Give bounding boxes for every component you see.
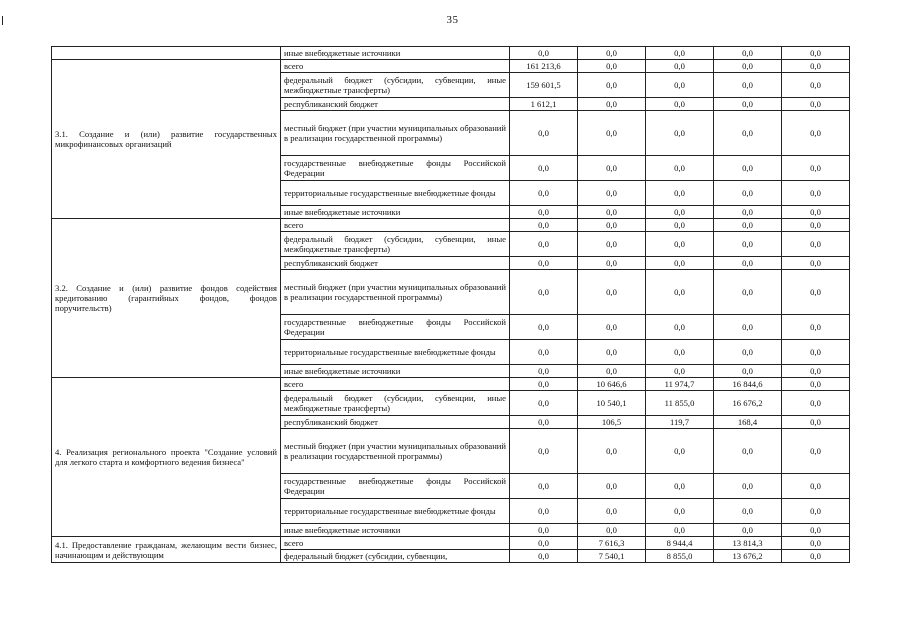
amount-cell: 0,0 xyxy=(510,111,578,156)
amount-cell: 0,0 xyxy=(782,365,850,378)
amount-cell: 0,0 xyxy=(646,257,714,270)
amount-cell: 11 855,0 xyxy=(646,391,714,416)
amount-cell: 0,0 xyxy=(782,60,850,73)
funding-table xyxy=(51,46,850,563)
amount-cell: 0,0 xyxy=(714,315,782,340)
amount-cell: 0,0 xyxy=(714,111,782,156)
amount-cell: 0,0 xyxy=(510,47,578,60)
amount-cell: 0,0 xyxy=(578,47,646,60)
amount-cell: 0,0 xyxy=(646,429,714,474)
amount-cell: 0,0 xyxy=(510,340,578,365)
amount-cell: 0,0 xyxy=(714,365,782,378)
amount-cell: 0,0 xyxy=(510,524,578,537)
amount-cell: 0,0 xyxy=(646,219,714,232)
funding-source-cell: государственные внебюджетные фонды Российской Федерации xyxy=(281,315,510,340)
program-item-cell: 4. Реализация регионального проекта "Создание условий для легкого старта и комфортного ведения бизнеса" xyxy=(52,378,281,537)
amount-cell: 11 974,7 xyxy=(646,378,714,391)
amount-cell: 0,0 xyxy=(510,550,578,563)
amount-cell: 10 646,6 xyxy=(578,378,646,391)
amount-cell: 0,0 xyxy=(714,474,782,499)
amount-cell: 0,0 xyxy=(782,378,850,391)
amount-cell: 0,0 xyxy=(578,219,646,232)
funding-source-cell: республиканский бюджет xyxy=(281,416,510,429)
funding-source-cell: федеральный бюджет (субсидии, субвенции, иные межбюджетные трансферты) xyxy=(281,232,510,257)
funding-source-cell: местный бюджет (при участии муниципальных образований в реализации государственной программы) xyxy=(281,111,510,156)
amount-cell: 0,0 xyxy=(646,156,714,181)
amount-cell: 0,0 xyxy=(714,60,782,73)
amount-cell: 0,0 xyxy=(714,98,782,111)
amount-cell: 8 855,0 xyxy=(646,550,714,563)
funding-source-cell: федеральный бюджет (субсидии, субвенции, иные межбюджетные трансферты) xyxy=(281,391,510,416)
amount-cell: 0,0 xyxy=(510,378,578,391)
amount-cell: 0,0 xyxy=(714,219,782,232)
amount-cell: 168,4 xyxy=(714,416,782,429)
amount-cell: 0,0 xyxy=(646,270,714,315)
amount-cell: 0,0 xyxy=(578,181,646,206)
amount-cell: 0,0 xyxy=(782,537,850,550)
amount-cell: 0,0 xyxy=(714,429,782,474)
funding-source-cell: иные внебюджетные источники xyxy=(281,47,510,60)
program-item-cell: 3.1. Создание и (или) развитие государственных микрофинансовых организаций xyxy=(52,60,281,219)
amount-cell: 0,0 xyxy=(714,257,782,270)
amount-cell: 0,0 xyxy=(510,416,578,429)
amount-cell: 7 616,3 xyxy=(578,537,646,550)
amount-cell: 0,0 xyxy=(510,429,578,474)
funding-source-cell: территориальные государственные внебюджетные фонды xyxy=(281,499,510,524)
funding-source-cell: федеральный бюджет (субсидии, субвенции, иные межбюджетные трансферты) xyxy=(281,73,510,98)
amount-cell: 0,0 xyxy=(646,365,714,378)
funding-source-cell: республиканский бюджет xyxy=(281,98,510,111)
amount-cell: 0,0 xyxy=(510,257,578,270)
amount-cell: 0,0 xyxy=(782,98,850,111)
amount-cell: 0,0 xyxy=(578,524,646,537)
amount-cell: 0,0 xyxy=(578,340,646,365)
amount-cell: 0,0 xyxy=(782,219,850,232)
amount-cell: 0,0 xyxy=(782,181,850,206)
page-number: 35 xyxy=(446,14,459,26)
amount-cell: 0,0 xyxy=(782,270,850,315)
amount-cell: 0,0 xyxy=(510,181,578,206)
funding-source-cell: государственные внебюджетные фонды Российской Федерации xyxy=(281,474,510,499)
table-row xyxy=(52,60,850,73)
amount-cell: 0,0 xyxy=(782,340,850,365)
amount-cell: 0,0 xyxy=(782,474,850,499)
amount-cell: 0,0 xyxy=(714,270,782,315)
amount-cell: 0,0 xyxy=(578,156,646,181)
amount-cell: 0,0 xyxy=(578,98,646,111)
amount-cell: 0,0 xyxy=(782,47,850,60)
amount-cell: 0,0 xyxy=(714,232,782,257)
table-row xyxy=(52,378,850,391)
amount-cell: 0,0 xyxy=(510,499,578,524)
amount-cell: 0,0 xyxy=(578,232,646,257)
amount-cell: 0,0 xyxy=(578,315,646,340)
funding-source-cell: местный бюджет (при участии муниципальных образований в реализации государственной программы) xyxy=(281,429,510,474)
amount-cell: 0,0 xyxy=(646,181,714,206)
amount-cell: 0,0 xyxy=(646,60,714,73)
program-item-cell: 3.2. Создание и (или) развитие фондов содействия кредитованию (гарантийных фондов, фондов поручительств) xyxy=(52,219,281,378)
amount-cell: 0,0 xyxy=(714,156,782,181)
amount-cell: 0,0 xyxy=(782,232,850,257)
funding-source-cell: всего xyxy=(281,219,510,232)
amount-cell: 0,0 xyxy=(510,270,578,315)
amount-cell: 0,0 xyxy=(646,73,714,98)
amount-cell: 0,0 xyxy=(646,499,714,524)
amount-cell: 0,0 xyxy=(714,524,782,537)
amount-cell: 0,0 xyxy=(646,47,714,60)
amount-cell: 0,0 xyxy=(782,315,850,340)
amount-cell: 0,0 xyxy=(714,499,782,524)
funding-source-cell: всего xyxy=(281,537,510,550)
table-row xyxy=(52,47,850,60)
amount-cell: 0,0 xyxy=(782,416,850,429)
amount-cell: 0,0 xyxy=(578,499,646,524)
amount-cell: 0,0 xyxy=(510,315,578,340)
amount-cell: 0,0 xyxy=(782,391,850,416)
amount-cell: 0,0 xyxy=(510,391,578,416)
amount-cell: 13 676,2 xyxy=(714,550,782,563)
amount-cell: 0,0 xyxy=(782,257,850,270)
amount-cell: 0,0 xyxy=(578,111,646,156)
amount-cell: 0,0 xyxy=(646,524,714,537)
amount-cell: 0,0 xyxy=(646,111,714,156)
amount-cell: 0,0 xyxy=(782,73,850,98)
amount-cell: 0,0 xyxy=(782,524,850,537)
amount-cell: 0,0 xyxy=(578,206,646,219)
amount-cell: 106,5 xyxy=(578,416,646,429)
amount-cell: 0,0 xyxy=(714,340,782,365)
amount-cell: 16 676,2 xyxy=(714,391,782,416)
funding-source-cell: иные внебюджетные источники xyxy=(281,524,510,537)
amount-cell: 0,0 xyxy=(578,60,646,73)
amount-cell: 0,0 xyxy=(510,206,578,219)
amount-cell: 16 844,6 xyxy=(714,378,782,391)
amount-cell: 0,0 xyxy=(578,474,646,499)
amount-cell: 159 601,5 xyxy=(510,73,578,98)
amount-cell: 0,0 xyxy=(782,156,850,181)
amount-cell: 0,0 xyxy=(782,206,850,219)
table-row xyxy=(52,537,850,550)
amount-cell: 7 540,1 xyxy=(578,550,646,563)
amount-cell: 0,0 xyxy=(782,111,850,156)
amount-cell: 0,0 xyxy=(646,474,714,499)
amount-cell: 0,0 xyxy=(782,550,850,563)
amount-cell: 0,0 xyxy=(714,47,782,60)
funding-source-cell: федеральный бюджет (субсидии, субвенции, xyxy=(281,550,510,563)
amount-cell: 0,0 xyxy=(510,232,578,257)
funding-source-cell: территориальные государственные внебюджетные фонды xyxy=(281,340,510,365)
amount-cell: 0,0 xyxy=(510,537,578,550)
amount-cell: 0,0 xyxy=(714,181,782,206)
amount-cell: 0,0 xyxy=(510,219,578,232)
amount-cell: 0,0 xyxy=(510,156,578,181)
amount-cell: 0,0 xyxy=(714,206,782,219)
scan-edge-mark xyxy=(2,16,3,25)
funding-source-cell: иные внебюджетные источники xyxy=(281,365,510,378)
program-item-cell: 4.1. Предоставление гражданам, желающим вести бизнес, начинающим и действующим xyxy=(52,537,281,563)
amount-cell: 0,0 xyxy=(714,73,782,98)
amount-cell: 119,7 xyxy=(646,416,714,429)
funding-source-cell: республиканский бюджет xyxy=(281,257,510,270)
amount-cell: 0,0 xyxy=(578,257,646,270)
amount-cell: 0,0 xyxy=(646,98,714,111)
funding-source-cell: государственные внебюджетные фонды Российской Федерации xyxy=(281,156,510,181)
amount-cell: 0,0 xyxy=(510,474,578,499)
program-item-cell-empty xyxy=(52,47,281,60)
amount-cell: 0,0 xyxy=(782,429,850,474)
funding-source-cell: местный бюджет (при участии муниципальных образований в реализации государственной программы) xyxy=(281,270,510,315)
amount-cell: 13 814,3 xyxy=(714,537,782,550)
funding-source-cell: всего xyxy=(281,60,510,73)
table-row xyxy=(52,219,850,232)
amount-cell: 0,0 xyxy=(578,429,646,474)
funding-source-cell: территориальные государственные внебюджетные фонды xyxy=(281,181,510,206)
funding-source-cell: иные внебюджетные источники xyxy=(281,206,510,219)
amount-cell: 8 944,4 xyxy=(646,537,714,550)
amount-cell: 0,0 xyxy=(578,73,646,98)
funding-source-cell: всего xyxy=(281,378,510,391)
amount-cell: 161 213,6 xyxy=(510,60,578,73)
amount-cell: 0,0 xyxy=(646,232,714,257)
amount-cell: 0,0 xyxy=(782,499,850,524)
amount-cell: 0,0 xyxy=(578,365,646,378)
amount-cell: 0,0 xyxy=(646,206,714,219)
amount-cell: 1 612,1 xyxy=(510,98,578,111)
amount-cell: 10 540,1 xyxy=(578,391,646,416)
amount-cell: 0,0 xyxy=(646,340,714,365)
amount-cell: 0,0 xyxy=(578,270,646,315)
amount-cell: 0,0 xyxy=(646,315,714,340)
amount-cell: 0,0 xyxy=(510,365,578,378)
